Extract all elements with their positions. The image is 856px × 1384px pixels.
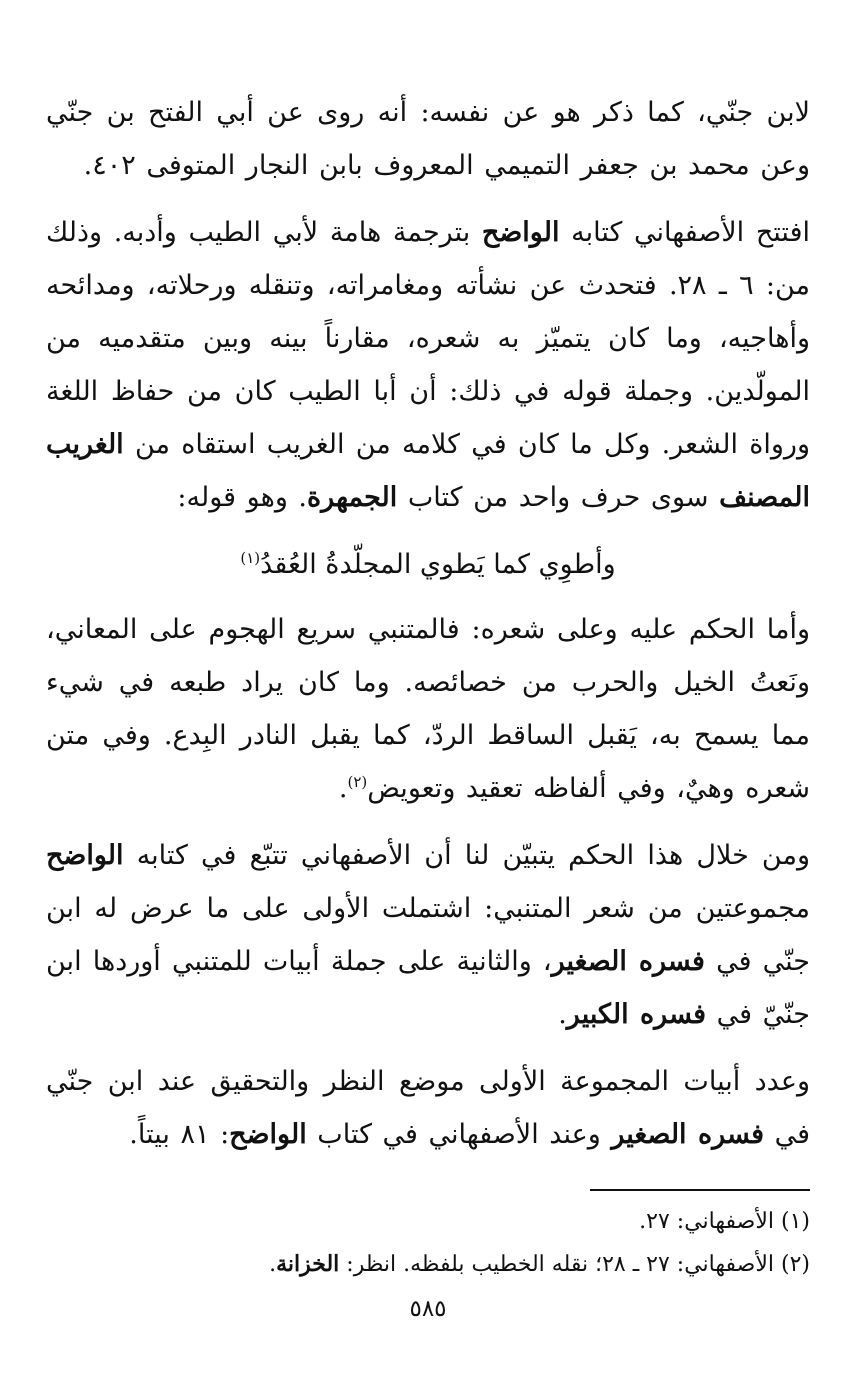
text-segment: بترجمة هامة لأبي الطيب وأدبه. وذلك من: ٦ ـ ٢٨. فتحدث عن نشأته ومغامراته، وتنقله ورحلاته، ومدائحه وأهاجيه، وما كان يتميّز به شعره، مقارناً بينه وبين متقدميه من المولّدين. وجملة قوله في ذلك: أن أبا الطيب كان من حفاظ اللغة ورواة الشعر. وكل ما كان في كلامه من الغريب استقاه من	[46, 217, 811, 460]
verse-text: وأطوِي كما يَطوي المجلّدةُ العُقدُ	[260, 549, 616, 580]
text-segment: ، والثانية على جملة أبيات للمتنبي أوردها ابن جنّيّ في	[46, 946, 810, 1030]
text-segment: سوى حرف واحد من كتاب	[397, 482, 720, 513]
text-segment: وأما الحكم عليه وعلى شعره: فالمتنبي سريع الهجوم على المعاني، ونَعتُ الخيل والحرب من خصائصه. وما كان يراد طبعه في شيء مما يسمح به، يَقبل الساقط الردّ، كما يقبل النادر البِدع. وفي متن شعره وهيٌ، وفي ألفاظه تعقيد وتعويض	[46, 614, 810, 804]
verse-line	[46, 538, 810, 591]
bold-title: الجمهرة	[307, 482, 398, 513]
bold-title: الواضح	[229, 1119, 307, 1150]
footnote-marker: (٢)	[347, 773, 368, 791]
bold-title: فسره الكبير	[566, 999, 707, 1030]
bold-title: الواضح	[46, 840, 124, 871]
footnote-1-text: الأصفهاني: ٢٧.	[639, 1209, 781, 1234]
footnote-2-text: الأصفهاني: ٢٧ ـ ٢٨؛ نقله الخطيب بلفظه. انظر:	[339, 1252, 781, 1277]
footnote-divider	[590, 1189, 810, 1191]
paragraph	[46, 829, 810, 1041]
paragraph	[46, 206, 810, 524]
footnote-2	[46, 1243, 810, 1286]
footnote-2-end: .	[269, 1252, 277, 1277]
text-segment: . وهو قوله:	[177, 482, 308, 513]
bold-title: فسره الصغير	[611, 1119, 764, 1150]
paragraph	[46, 86, 810, 192]
paragraph	[46, 1055, 810, 1161]
footnote-marker-1: (١)	[240, 549, 261, 567]
body-text-bottom	[46, 603, 810, 1161]
bold-title: الغريب المصنف	[46, 429, 810, 513]
text-segment: .	[558, 999, 567, 1030]
footnotes	[46, 1201, 810, 1286]
text-segment: افتتح الأصفهاني كتابه	[559, 217, 810, 248]
text-segment: لابن جنّي، كما ذكر هو عن نفسه: أنه روى عن أبي الفتح بن جنّي وعن محمد بن جعفر التميمي المعروف بابن النجار المتوفى ٤٠٢.	[46, 97, 810, 181]
text-segment: .	[338, 773, 348, 804]
text-segment: مجموعتين من شعر المتنبي: اشتملت الأولى على ما عرض له ابن جنّي في	[46, 893, 810, 977]
footnote-2-marker: (٢)	[780, 1252, 810, 1277]
text-segment: وعند الأصفهاني في كتاب	[306, 1119, 612, 1150]
footnote-1	[46, 1201, 810, 1243]
paragraph	[46, 603, 810, 815]
footnote-1-marker: (١)	[780, 1209, 810, 1234]
text-segment: ومن خلال هذا الحكم يتبيّن لنا أن الأصفهاني تتبّع في كتابه	[123, 840, 810, 871]
text-segment: : ٨١ بيتاً.	[129, 1119, 230, 1150]
bold-title: الواضح	[481, 217, 560, 248]
body-text-top	[46, 86, 810, 524]
footnote-2-bold-title: الخزانة	[276, 1251, 340, 1277]
bold-title: فسره الصغير	[551, 946, 705, 977]
text-segment: وعدد أبيات المجموعة الأولى موضع النظر والتحقيق عند ابن جنّي في	[46, 1066, 810, 1150]
page-number: ٥٨٥	[409, 1296, 447, 1322]
